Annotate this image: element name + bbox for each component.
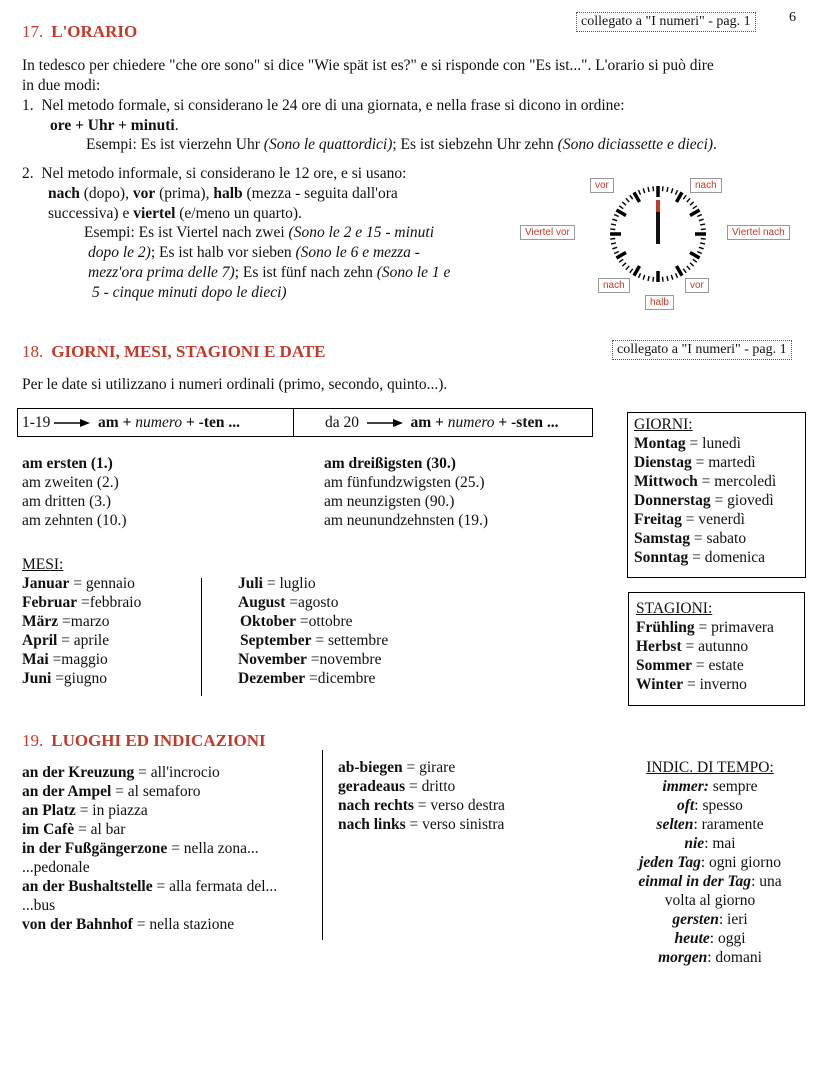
s17-word-nach: nach: [48, 185, 80, 202]
clock-tick: [697, 214, 702, 216]
clock-label-vor-bottom: vor: [685, 278, 709, 293]
date-rule-2-range: da 20: [325, 414, 360, 431]
date-example: am ersten (1.): [22, 455, 113, 472]
clock-tick: [638, 273, 640, 278]
giorno-de: Freitag: [634, 511, 682, 528]
clock-label-viertel-nach: Viertel nach: [727, 225, 790, 240]
section-18-link-tag[interactable]: collegato a "I numeri" - pag. 1: [612, 340, 792, 360]
mese-it: =dicembre: [305, 670, 376, 687]
clock-label-nach-top: nach: [690, 178, 722, 193]
clock-tick: [690, 202, 694, 205]
section-17-link-tag[interactable]: collegato a "I numeri" - pag. 1: [576, 12, 756, 32]
tempo-de: oft: [677, 797, 695, 814]
date-rule-2-am: am +: [410, 414, 448, 431]
mese-de: November: [238, 651, 307, 668]
s17-ex1-pre: Esempi: Es ist vierzehn Uhr: [86, 136, 264, 153]
mese-item: [238, 593, 386, 612]
clock-tick: [648, 187, 649, 192]
s17-ex2-d-italic: 5 - cinque minuti dopo le dieci): [92, 284, 287, 301]
clock-tick: [611, 224, 616, 225]
clock-tick: [626, 198, 629, 202]
luogo-it: = alla fermata del...: [152, 878, 278, 895]
section-17-title: L'ORARIO: [51, 22, 138, 41]
s17-ex2-c-italic: mezz'ora prima delle 7): [88, 264, 235, 281]
s18-intro: Per le date si utilizzano i numeri ordinali (primo, secondo, quinto...).: [22, 376, 448, 393]
mese-de: März: [22, 613, 59, 630]
giorno-it: = sabato: [689, 530, 747, 547]
indicazione-it: = verso destra: [413, 797, 505, 814]
mese-it: =giugno: [51, 670, 107, 687]
mese-item: [240, 612, 388, 631]
s17-point1: [22, 96, 625, 115]
giorno-item: [634, 472, 776, 491]
giorno-it: = domenica: [688, 549, 766, 566]
s17-ex2-a: Esempi: Es ist Viertel nach zwei: [84, 224, 289, 241]
tempo-item: [610, 815, 810, 834]
s17-ex2-c: ; Es ist fünf nach zehn: [234, 264, 377, 281]
tempo-item: [610, 834, 810, 853]
mese-it: =novembre: [306, 651, 382, 668]
giorno-de: Montag: [634, 435, 686, 452]
mese-item: [238, 650, 386, 669]
clock-tick: [690, 263, 694, 266]
clock-tick: [653, 277, 654, 282]
tempo-de: heute: [674, 930, 710, 947]
arrow-right-icon: [54, 414, 90, 433]
tempo-it: : spesso: [694, 797, 743, 814]
luogo-de: an Platz: [22, 802, 76, 819]
stagione-it: = estate: [691, 657, 744, 674]
mese-it: = aprile: [57, 632, 110, 649]
clock-tick: [675, 190, 677, 195]
luogo-item: [22, 839, 277, 858]
luoghi-list: [22, 763, 277, 934]
clock-tick: [622, 263, 626, 266]
luogo-de: an der Ampel: [22, 783, 112, 800]
s17-point2-line3: [48, 204, 302, 223]
date-rule-1-numero: numero: [135, 414, 183, 431]
tempo-item: [610, 891, 810, 910]
tempo-de: einmal in der Tag: [638, 873, 752, 890]
mese-it: =ottobre: [295, 613, 353, 630]
clock-tick: [612, 219, 617, 221]
s17-ex2-b-italic2: (Sono le 6 e mezza -: [295, 244, 420, 261]
s17-p2-t4: successiva) e: [48, 205, 134, 222]
s17-ex2-b: ; Es ist halb vor sieben: [150, 244, 296, 261]
indicazione-item: [338, 777, 505, 796]
clock-tick: [662, 186, 663, 191]
indicazione-de: ab-biegen: [338, 759, 403, 776]
clock-tick: [683, 269, 686, 273]
clock-tick: [662, 277, 663, 282]
mese-de: Januar: [22, 575, 70, 592]
mesi-left-list: [22, 555, 141, 688]
giorno-it: = mercoledì: [697, 473, 777, 490]
clock-tick: [630, 269, 633, 273]
section-19-heading: [22, 731, 266, 750]
luoghi-divider: [322, 750, 323, 940]
giorno-item: [634, 453, 776, 472]
luogo-item: [22, 896, 277, 915]
arrow-right-icon: [367, 414, 403, 433]
mese-item: [238, 574, 386, 593]
mese-de: Mai: [22, 651, 49, 668]
clock-tick: [619, 259, 623, 262]
date-rule-2-suffix: + -sten ...: [494, 414, 559, 431]
indicazione-item: [338, 758, 505, 777]
giorno-de: Mittwoch: [634, 473, 698, 490]
stagione-item: [636, 656, 774, 675]
section-18-title: GIORNI, MESI, STAGIONI E DATE: [51, 342, 326, 361]
indicazione-it: = girare: [402, 759, 456, 776]
giorno-it: = venerdì: [681, 511, 745, 528]
clock-tick: [700, 243, 705, 244]
mese-de: September: [240, 632, 312, 649]
stagione-de: Herbst: [636, 638, 682, 655]
tempo-de: morgen: [658, 949, 708, 966]
luogo-item: [22, 915, 277, 934]
clock-tick: [693, 206, 697, 209]
indicazione-it: = dritto: [405, 778, 456, 795]
clock-tick: [612, 247, 617, 249]
mese-item: [22, 612, 141, 631]
clock-tick: [648, 276, 649, 281]
tempo-item: [610, 853, 810, 872]
clock-tick: [683, 195, 686, 199]
mese-de: April: [22, 632, 58, 649]
clock-tick: [616, 210, 626, 216]
tempo-item: [610, 910, 810, 929]
stagione-it: = autunno: [681, 638, 749, 655]
mesi-divider: [201, 578, 202, 696]
stagione-de: Frühling: [636, 619, 695, 636]
clock-label-viertel-vor: Viertel vor: [520, 225, 575, 240]
s17-ex2-line2: [88, 243, 420, 262]
giorni-list: [634, 415, 776, 567]
tempo-it: volta al giorno: [664, 892, 756, 909]
luogo-it: = in piazza: [75, 802, 148, 819]
s17-point1-text: Nel metodo formale, si considerano le 24 ore di una giornata, e nella frase si dicono in ordine:: [41, 97, 625, 114]
stagione-de: Winter: [636, 676, 684, 693]
clock-tick: [634, 266, 640, 276]
mese-it: =marzo: [58, 613, 110, 630]
clock-tick: [610, 238, 615, 239]
date-example: am zweiten (2.): [22, 474, 119, 491]
clock-tick: [616, 253, 626, 259]
clock-tick: [610, 229, 615, 230]
tempo-de: jeden Tag: [639, 854, 701, 871]
s17-ex1-mid: ; Es ist siebzehn Uhr zehn: [392, 136, 558, 153]
indicazione-de: geradeaus: [338, 778, 406, 795]
luogo-item: [22, 858, 277, 877]
s17-point1-formula-line: [50, 116, 179, 135]
tempo-de: immer:: [662, 778, 709, 795]
s17-p2-t3: (mezza - seguita dall'ora: [242, 185, 398, 202]
giorno-it: = lunedì: [685, 435, 741, 452]
clock-tick: [653, 186, 654, 191]
date-example: am fünfundzwigsten (25.): [324, 474, 485, 491]
stagione-item: [636, 618, 774, 637]
tempo-item: [610, 948, 810, 967]
date-rule-2: [325, 413, 558, 433]
mese-item: [22, 574, 141, 593]
s17-ex2-line3: [88, 263, 450, 282]
mese-de: Juli: [238, 575, 263, 592]
section-19-number: 19.: [22, 731, 44, 750]
clock-tick: [701, 229, 706, 230]
mesi-title: MESI:: [22, 556, 64, 573]
s17-intro-line2: in due modi:: [22, 77, 101, 94]
stagione-it: = inverno: [683, 676, 747, 693]
clock-tick: [690, 210, 700, 216]
s17-intro-line1: In tedesco per chiedere "che ore sono" si dice "Wie spät ist es?" e si risponde con "Es ist...". L'orario si può dire: [22, 57, 714, 74]
s17-point1-dot: .: [174, 117, 179, 134]
date-rule-1-range: 1-19: [22, 414, 51, 431]
mesi-right-list: [238, 574, 389, 688]
giorno-de: Donnerstag: [634, 492, 711, 509]
stagioni-title: STAGIONI:: [636, 600, 713, 617]
section-17-number: 17.: [22, 22, 44, 41]
giorno-item: [634, 510, 776, 529]
mese-item: [22, 650, 141, 669]
tempo-it: : oggi: [709, 930, 746, 947]
luogo-it: = all'incrocio: [134, 764, 220, 781]
luogo-de: im Cafè: [22, 821, 75, 838]
tempo-it: : raramente: [693, 816, 764, 833]
date-example: am zehnten (10.): [22, 512, 127, 529]
stagione-item: [636, 675, 774, 694]
luogo-it: = nella zona...: [167, 840, 259, 857]
s17-ex2-b-italic: dopo le 2): [88, 244, 151, 261]
date-example: am neunundzehnsten (19.): [324, 512, 488, 529]
stagione-de: Sommer: [636, 657, 692, 674]
clock-tick: [699, 247, 704, 249]
clock-tick: [687, 266, 690, 270]
stagione-item: [636, 637, 774, 656]
s17-point1-examples: [86, 135, 717, 154]
mese-item: [240, 631, 388, 650]
clock-tick: [611, 243, 616, 244]
date-rule-1: [22, 413, 240, 433]
luogo-de: an der Kreuzung: [22, 764, 135, 781]
clock-face-icon: [606, 182, 710, 286]
s17-ex1-italic2: (Sono diciassette e dieci): [557, 136, 714, 153]
dates-right-list: [324, 454, 488, 530]
tempo-it: : ieri: [718, 911, 748, 928]
giorni-title: GIORNI:: [634, 416, 693, 433]
clock-tick: [634, 192, 640, 202]
giorno-de: Samstag: [634, 530, 690, 547]
clock-tick: [700, 224, 705, 225]
tempo-it: : una: [751, 873, 782, 890]
giorno-item: [634, 548, 776, 567]
luogo-de: an der Bushaltstelle: [22, 878, 153, 895]
indicazioni-list: [338, 758, 505, 834]
s17-word-viertel: viertel: [133, 205, 176, 222]
tempo-de: gersten: [672, 911, 719, 928]
s17-ex1-italic1: (Sono le quattordici): [263, 136, 393, 153]
s17-p2-t5: (e/meno un quarto).: [175, 205, 302, 222]
tempo-item: [610, 777, 810, 796]
date-rule-divider: [293, 408, 294, 436]
date-rule-1-am: am +: [98, 414, 136, 431]
mese-it: = settembre: [311, 632, 389, 649]
indicazione-de: nach links: [338, 816, 406, 833]
giorno-de: Sonntag: [634, 549, 689, 566]
luogo-item: [22, 782, 277, 801]
indicazione-de: nach rechts: [338, 797, 414, 814]
mese-de: Dezember: [238, 670, 306, 687]
giorno-item: [634, 434, 776, 453]
clock-tick: [697, 251, 702, 253]
tempo-item: [610, 929, 810, 948]
stagioni-list: [636, 599, 774, 694]
luogo-item: [22, 763, 277, 782]
mese-item: [22, 669, 141, 688]
clock-diagram: [606, 182, 710, 286]
clock-tick: [677, 192, 683, 202]
clock-tick: [667, 187, 668, 192]
section-18-number: 18.: [22, 342, 44, 361]
mese-item: [22, 593, 141, 612]
tempo-item: [610, 872, 810, 891]
stagione-it: = primavera: [694, 619, 774, 636]
mese-de: Februar: [22, 594, 78, 611]
luogo-de: von der Bahnhof: [22, 916, 133, 933]
clock-tick: [630, 195, 633, 199]
s17-point2-text: Nel metodo informale, si considerano le 12 ore, e si usano:: [41, 165, 407, 182]
mese-it: =maggio: [48, 651, 108, 668]
s17-ex1-end: .: [713, 136, 717, 153]
mese-it: =febbraio: [77, 594, 142, 611]
s17-point2: [22, 164, 406, 183]
clock-tick: [626, 266, 629, 270]
section-19-title: LUOGHI ED INDICAZIONI: [51, 731, 266, 750]
page-number: 6: [789, 10, 796, 25]
luogo-item: [22, 820, 277, 839]
luogo-it: = nella stazione: [132, 916, 235, 933]
indicazione-item: [338, 796, 505, 815]
clock-tick: [614, 251, 619, 253]
mese-it: = gennaio: [69, 575, 135, 592]
dates-left-list: [22, 454, 127, 530]
clock-label-nach-bottom: nach: [598, 278, 630, 293]
s17-point2-number: 2.: [22, 165, 34, 182]
tempo-de: nie: [684, 835, 705, 852]
clock-label-halb: halb: [645, 295, 674, 310]
mese-item: [238, 669, 386, 688]
clock-tick: [677, 266, 683, 276]
mese-de: Oktober: [240, 613, 296, 630]
clock-tick: [687, 198, 690, 202]
clock-tick: [614, 214, 619, 216]
indicazione-it: = verso sinistra: [405, 816, 505, 833]
section-17-heading: [22, 22, 137, 41]
clock-tick: [643, 275, 645, 280]
tempo-it: : ogni giorno: [700, 854, 781, 871]
clock-tick: [693, 259, 697, 262]
giorno-item: [634, 491, 776, 510]
mese-it: =agosto: [285, 594, 339, 611]
date-example: am dreißigsten (30.): [324, 455, 456, 472]
s17-word-halb: halb: [213, 185, 243, 202]
date-example: am neunzigsten (90.): [324, 493, 455, 510]
clock-tick: [699, 219, 704, 221]
section-18-heading: [22, 342, 326, 361]
clock-tick: [671, 188, 673, 193]
giorno-it: = giovedì: [710, 492, 774, 509]
clock-tick: [675, 273, 677, 278]
tempo-title: INDIC. DI TEMPO:: [646, 759, 774, 776]
clock-tick: [643, 188, 645, 193]
date-rule-2-numero: numero: [447, 414, 495, 431]
s17-word-vor: vor: [132, 185, 156, 202]
luogo-de: in der Fußgängerzone: [22, 840, 168, 857]
mese-de: Juni: [22, 670, 52, 687]
mese-it: = luglio: [262, 575, 316, 592]
mese-item: [22, 631, 141, 650]
s17-point2-line2: [48, 184, 398, 203]
indicazione-item: [338, 815, 505, 834]
s17-point1-formula: ore + Uhr + minuti: [50, 117, 175, 134]
s17-ex2-line1: [84, 223, 434, 242]
luogo-item: [22, 801, 277, 820]
date-example: am dritten (3.): [22, 493, 112, 510]
s17-ex2-a-italic: (Sono le 2 e 15 - minuti: [288, 224, 435, 241]
s17-point1-number: 1.: [22, 97, 34, 114]
clock-tick: [638, 190, 640, 195]
luogo-it: ...pedonale: [22, 859, 90, 876]
tempo-list: [610, 758, 810, 967]
clock-tick: [622, 202, 626, 205]
tempo-item: [610, 796, 810, 815]
giorno-item: [634, 529, 776, 548]
s17-p2-t1: (dopo),: [79, 185, 133, 202]
s17-ex2-line4: [92, 283, 287, 302]
mese-de: August: [238, 594, 286, 611]
giorno-it: = martedì: [691, 454, 756, 471]
luogo-it: ...bus: [22, 897, 56, 914]
giorno-de: Dienstag: [634, 454, 692, 471]
clock-label-vor-top: vor: [590, 178, 614, 193]
clock-tick: [619, 206, 623, 209]
clock-tick: [671, 275, 673, 280]
luogo-it: = al bar: [74, 821, 126, 838]
s17-p2-t2: (prima),: [155, 185, 214, 202]
clock-tick: [667, 276, 668, 281]
luogo-item: [22, 877, 277, 896]
clock-tick: [690, 253, 700, 259]
luogo-it: = al semaforo: [111, 783, 201, 800]
tempo-it: : mai: [704, 835, 736, 852]
date-rule-1-suffix: + -ten ...: [182, 414, 240, 431]
clock-tick: [701, 238, 706, 239]
s17-ex2-c-italic2: (Sono le 1 e: [376, 264, 451, 281]
tempo-de: selten: [656, 816, 694, 833]
tempo-it: : domani: [707, 949, 762, 966]
tempo-it: sempre: [708, 778, 758, 795]
